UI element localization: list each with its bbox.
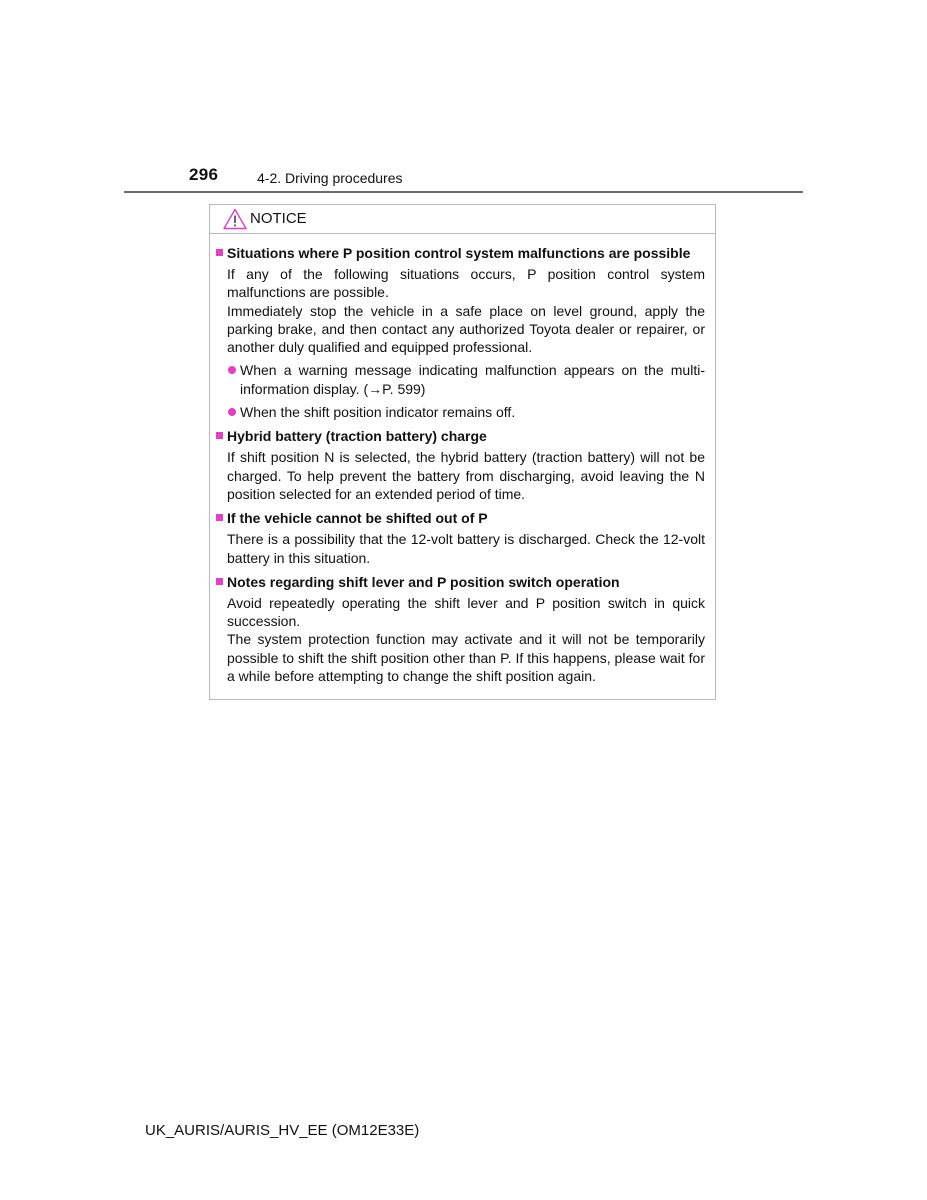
bullet-item: When the shift position indicator remains off. <box>227 403 705 421</box>
square-bullet-icon <box>216 514 223 521</box>
notice-label: NOTICE <box>250 210 307 227</box>
section-heading: Notes regarding shift lever and P position switch operation <box>210 573 715 591</box>
paragraph: There is a possibility that the 12-volt battery is discharged. Check the 12-volt battery in this situation. <box>227 531 705 566</box>
round-bullet-icon <box>228 366 236 374</box>
paragraph: Immediately stop the vehicle in a safe place on level ground, apply the parking brake, and then contact any authorized Toyota dealer or repairer, or another duly qualified and equipped professional. <box>227 302 705 356</box>
section-heading: If the vehicle cannot be shifted out of P <box>210 509 715 527</box>
round-bullet-icon <box>228 408 236 416</box>
bullet-list <box>227 361 705 421</box>
paragraph: If shift position N is selected, the hybrid battery (traction battery) will not be charged. To help prevent the battery from discharging, avoid leaving the N position selected for an extended period of time. <box>227 449 705 502</box>
notice-section <box>210 573 715 685</box>
section-title: 4-2. Driving procedures <box>257 170 403 186</box>
notice-body <box>210 244 715 691</box>
section-text <box>227 265 705 356</box>
page-number: 296 <box>189 165 219 184</box>
square-bullet-icon <box>216 432 223 439</box>
notice-section <box>210 509 715 567</box>
paragraph: Avoid repeatedly operating the shift lever and P position switch in quick succession. <box>227 594 705 630</box>
page-header <box>0 0 927 200</box>
notice-section <box>210 427 715 503</box>
paragraph: The system protection function may activate and it will not be temporarily possible to shift the shift position other than P. If this happens, please wait for a while before attempting to change the shift position again. <box>227 631 705 685</box>
bullet-item: When a warning message indicating malfunction appears on the multi-information display. (→P. 599) <box>227 361 705 398</box>
section-text <box>227 594 705 685</box>
square-bullet-icon <box>216 578 223 585</box>
square-bullet-icon <box>216 249 223 256</box>
warning-triangle-icon <box>223 208 247 230</box>
header-rule <box>124 191 803 193</box>
document-code: UK_AURIS/AURIS_HV_EE (OM12E33E) <box>145 1122 420 1139</box>
notice-section <box>210 244 715 421</box>
section-heading: Situations where P position control system malfunctions are possible <box>210 244 715 262</box>
notice-header <box>210 205 715 234</box>
section-text <box>227 448 705 503</box>
notice-box <box>209 204 716 700</box>
paragraph: If any of the following situations occurs, P position control system malfunctions are possible. <box>227 266 705 301</box>
section-text <box>227 530 705 567</box>
section-heading: Hybrid battery (traction battery) charge <box>210 427 715 445</box>
